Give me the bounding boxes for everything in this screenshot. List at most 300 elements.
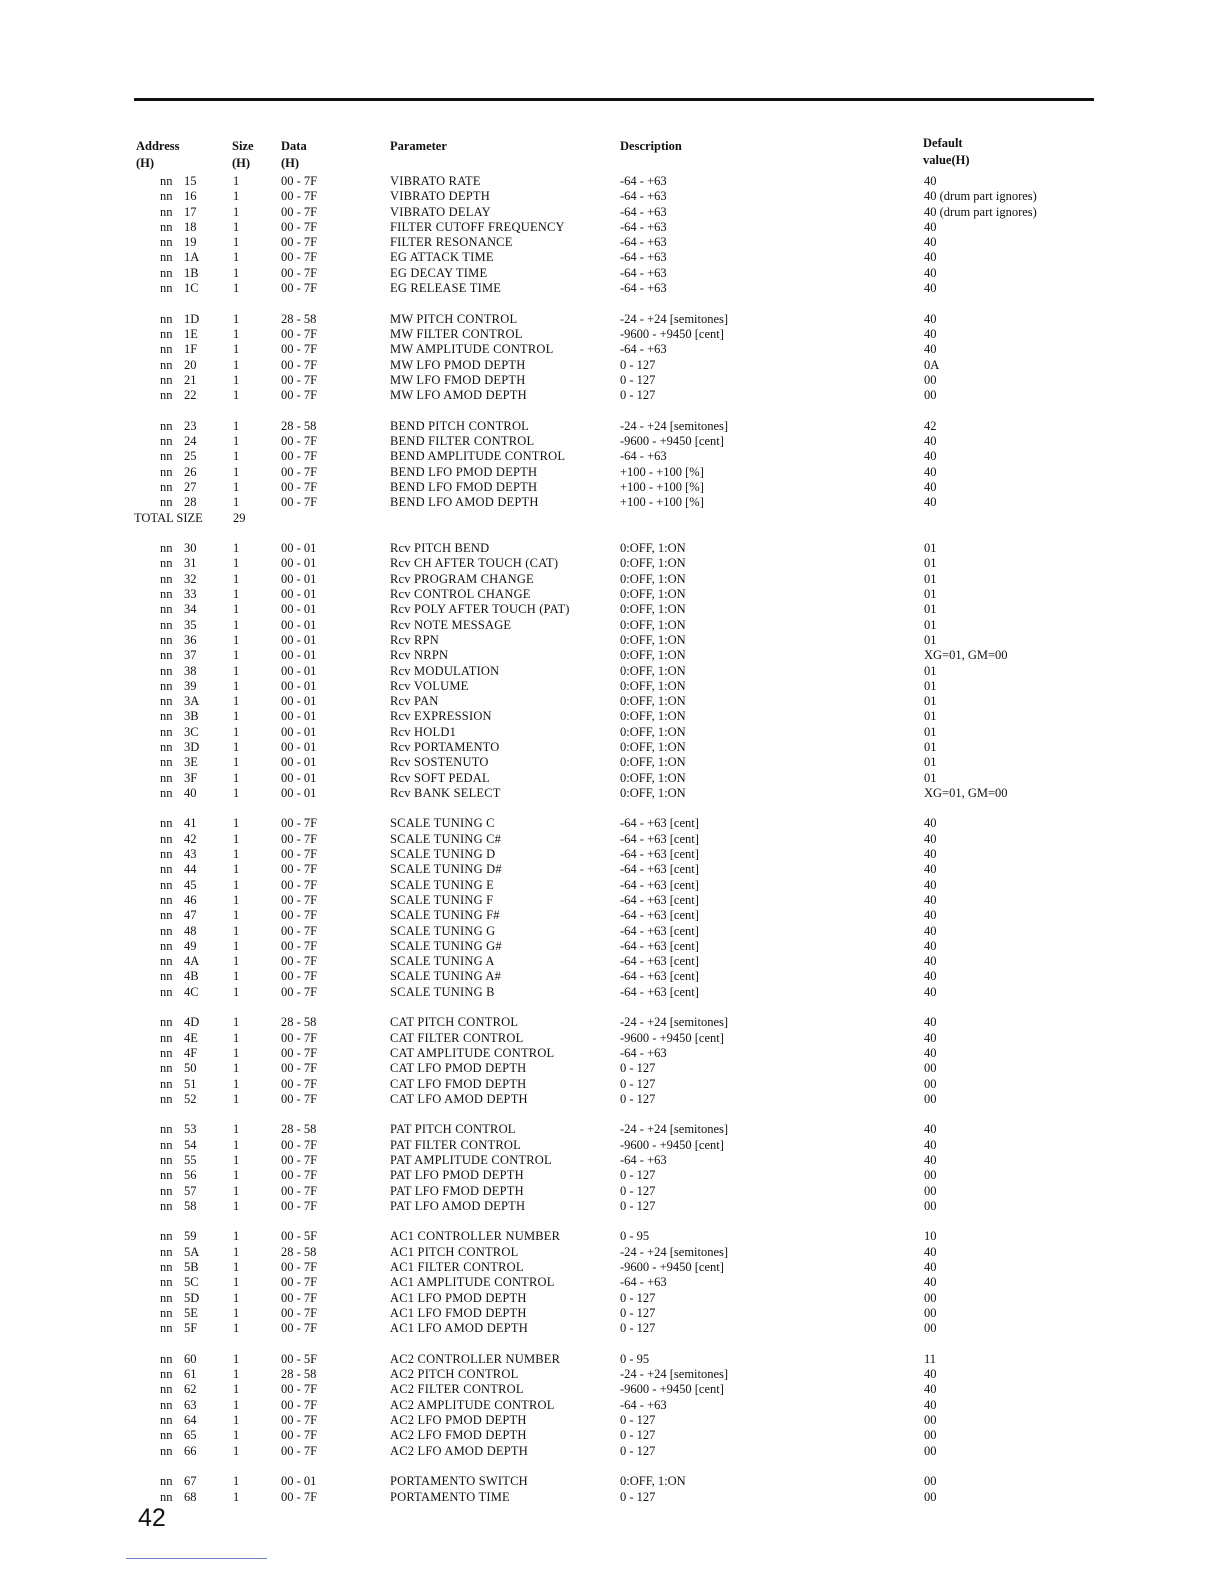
address-cell: 3F — [184, 770, 198, 785]
parameter-cell: SCALE TUNING F# — [390, 908, 500, 923]
total-size-row — [0, 511, 1224, 526]
address-prefix: nn — [160, 1015, 173, 1030]
parameter-cell: CAT LFO FMOD DEPTH — [390, 1076, 527, 1091]
table-row — [0, 602, 1224, 617]
default-value-cell: 40 — [924, 250, 937, 265]
size-cell: 1 — [233, 1275, 240, 1290]
default-value-cell: 01 — [924, 632, 937, 647]
parameter-cell: PAT LFO PMOD DEPTH — [390, 1168, 524, 1183]
description-cell: 0 - 127 — [620, 1413, 656, 1428]
data-range-cell: 00 - 7F — [281, 219, 318, 234]
description-cell: 0 - 127 — [620, 1183, 656, 1198]
address-cell: 1D — [184, 311, 200, 326]
default-value-cell: 42 — [924, 418, 937, 433]
address-cell: 4D — [184, 1015, 200, 1030]
default-value-cell: 40 — [924, 954, 937, 969]
address-cell: 31 — [184, 556, 197, 571]
address-prefix: nn — [160, 1305, 173, 1320]
size-cell: 1 — [233, 816, 240, 831]
table-row — [0, 1413, 1224, 1428]
address-cell: 32 — [184, 571, 197, 586]
default-value-cell: 40 — [924, 311, 937, 326]
address-cell: 5E — [184, 1305, 198, 1320]
default-value-cell: 00 — [924, 1443, 937, 1458]
parameter-cell: BEND LFO PMOD DEPTH — [390, 464, 538, 479]
data-range-cell: 00 - 7F — [281, 372, 318, 387]
size-cell: 1 — [233, 250, 240, 265]
table-row — [0, 755, 1224, 770]
address-prefix: nn — [160, 709, 173, 724]
parameter-cell: PORTAMENTO SWITCH — [390, 1474, 528, 1489]
size-cell: 1 — [233, 724, 240, 739]
data-range-cell: 00 - 7F — [281, 831, 318, 846]
address-cell: 19 — [184, 235, 197, 250]
parameter-cell: AC1 CONTROLLER NUMBER — [390, 1229, 561, 1244]
table-row — [0, 1428, 1224, 1443]
parameter-cell: SCALE TUNING G# — [390, 938, 502, 953]
parameter-cell: SCALE TUNING A# — [390, 969, 502, 984]
address-prefix: nn — [160, 479, 173, 494]
description-cell: -64 - +63 [cent] — [620, 908, 699, 923]
default-value-cell: 01 — [924, 694, 937, 709]
description-cell: -64 - +63 [cent] — [620, 923, 699, 938]
parameter-cell: Rcv MODULATION — [390, 663, 500, 678]
address-prefix: nn — [160, 984, 173, 999]
parameter-cell: AC2 AMPLITUDE CONTROL — [390, 1397, 555, 1412]
data-range-cell: 00 - 7F — [281, 357, 318, 372]
default-value-cell: 00 — [924, 1413, 937, 1428]
default-value-cell: 00 — [924, 1076, 937, 1091]
row-spacer — [0, 801, 1224, 816]
data-range-cell: 28 - 58 — [281, 418, 317, 433]
address-prefix: nn — [160, 1321, 173, 1336]
description-cell: -64 - +63 — [620, 342, 667, 357]
address-prefix: nn — [160, 388, 173, 403]
address-cell: 51 — [184, 1076, 197, 1091]
default-value-cell: 40 — [924, 938, 937, 953]
address-prefix: nn — [160, 174, 173, 188]
parameter-cell: CAT FILTER CONTROL — [390, 1030, 524, 1045]
data-range-cell: 00 - 7F — [281, 1397, 318, 1412]
address-cell: 18 — [184, 219, 197, 234]
data-range-cell: 00 - 7F — [281, 847, 318, 862]
default-value-cell: 40 — [924, 1260, 937, 1275]
row-spacer — [0, 1337, 1224, 1352]
address-prefix: nn — [160, 969, 173, 984]
data-range-cell: 00 - 7F — [281, 892, 318, 907]
data-range-cell: 28 - 58 — [281, 311, 317, 326]
address-prefix: nn — [160, 1137, 173, 1152]
description-cell: 0 - 127 — [620, 1321, 656, 1336]
parameter-cell: BEND FILTER CONTROL — [390, 434, 535, 449]
table-row — [0, 1138, 1224, 1153]
size-cell: 1 — [233, 617, 240, 632]
address-prefix: nn — [160, 1275, 173, 1290]
data-range-cell: 00 - 01 — [281, 678, 317, 693]
address-prefix: nn — [160, 326, 173, 341]
default-value-cell: 01 — [924, 556, 937, 571]
size-cell: 1 — [233, 495, 240, 510]
header-parameter-label: Parameter — [390, 139, 447, 153]
address-cell: 55 — [184, 1153, 197, 1167]
description-cell: -64 - +63 [cent] — [620, 862, 699, 877]
header-default-unit: value(H) — [923, 153, 970, 167]
default-value-cell: 40 — [924, 479, 937, 494]
description-cell: 0:OFF, 1:ON — [620, 678, 686, 693]
address-cell: 3D — [184, 739, 200, 754]
size-cell: 1 — [233, 342, 240, 357]
table-row — [0, 1321, 1224, 1336]
size-cell: 1 — [233, 632, 240, 647]
default-value-cell: 40 — [924, 464, 937, 479]
address-cell: 58 — [184, 1198, 197, 1213]
address-prefix: nn — [160, 755, 173, 770]
table-row — [0, 954, 1224, 969]
description-cell: 0:OFF, 1:ON — [620, 739, 686, 754]
data-range-cell: 00 - 7F — [281, 479, 318, 494]
address-cell: 22 — [184, 388, 197, 403]
description-cell: -64 - +63 [cent] — [620, 892, 699, 907]
size-cell: 1 — [233, 1260, 240, 1275]
default-value-cell: 40 — [924, 265, 937, 280]
address-prefix: nn — [160, 785, 173, 800]
table-row — [0, 939, 1224, 954]
address-prefix: nn — [160, 571, 173, 586]
default-value-cell: 40 (drum part ignores) — [924, 189, 1037, 204]
parameter-cell: AC2 CONTROLLER NUMBER — [390, 1351, 561, 1366]
size-cell: 1 — [233, 174, 240, 188]
description-cell: -64 - +63 — [620, 1153, 667, 1167]
header-size-unit: (H) — [232, 156, 251, 170]
default-value-cell: 40 — [924, 1367, 937, 1382]
header-description-label: Description — [620, 139, 682, 153]
data-range-cell: 00 - 7F — [281, 434, 318, 449]
address-cell: 4B — [184, 969, 199, 984]
size-cell: 1 — [233, 648, 240, 663]
address-prefix: nn — [160, 617, 173, 632]
default-value-cell: 40 — [924, 1045, 937, 1060]
address-cell: 36 — [184, 632, 197, 647]
parameter-cell: FILTER CUTOFF FREQUENCY — [390, 219, 565, 234]
default-value-cell: 00 — [924, 1183, 937, 1198]
parameter-cell: PAT AMPLITUDE CONTROL — [390, 1153, 552, 1167]
address-prefix: nn — [160, 1122, 173, 1137]
table-row — [0, 1275, 1224, 1290]
parameter-cell: Rcv SOFT PEDAL — [390, 770, 490, 785]
address-cell: 26 — [184, 464, 197, 479]
data-range-cell: 00 - 7F — [281, 204, 318, 219]
description-cell: 0 - 127 — [620, 372, 656, 387]
header-address-label: Address — [136, 139, 180, 153]
size-cell: 1 — [233, 1091, 240, 1106]
row-spacer — [0, 1000, 1224, 1015]
size-cell: 1 — [233, 1030, 240, 1045]
data-range-cell: 00 - 7F — [281, 449, 318, 464]
table-row — [0, 556, 1224, 571]
description-cell: -9600 - +9450 [cent] — [620, 434, 724, 449]
table-row — [0, 786, 1224, 801]
address-cell: 52 — [184, 1091, 197, 1106]
address-prefix: nn — [160, 250, 173, 265]
address-prefix: nn — [160, 1030, 173, 1045]
address-cell: 54 — [184, 1137, 197, 1152]
data-range-cell: 00 - 01 — [281, 632, 317, 647]
parameter-cell: AC2 LFO FMOD DEPTH — [390, 1428, 527, 1443]
table-row — [0, 893, 1224, 908]
size-cell: 1 — [233, 1367, 240, 1382]
address-cell: 46 — [184, 892, 197, 907]
data-range-cell: 00 - 7F — [281, 235, 318, 250]
parameter-cell: AC1 FILTER CONTROL — [390, 1260, 524, 1275]
table-row — [0, 189, 1224, 204]
address-prefix: nn — [160, 831, 173, 846]
size-cell: 1 — [233, 189, 240, 204]
address-prefix: nn — [160, 923, 173, 938]
description-cell: 0:OFF, 1:ON — [620, 571, 686, 586]
description-cell: 0 - 127 — [620, 1076, 656, 1091]
parameter-cell: CAT LFO AMOD DEPTH — [390, 1091, 528, 1106]
data-range-cell: 00 - 01 — [281, 785, 317, 800]
default-value-cell: 40 — [924, 923, 937, 938]
size-cell: 1 — [233, 1474, 240, 1489]
description-cell: -24 - +24 [semitones] — [620, 1122, 729, 1137]
table-row — [0, 679, 1224, 694]
header-size-label: Size — [232, 139, 254, 153]
size-cell: 1 — [233, 464, 240, 479]
header-size — [232, 138, 254, 172]
description-cell: +100 - +100 [%] — [620, 495, 704, 510]
address-cell: 33 — [184, 587, 197, 602]
address-cell: 27 — [184, 479, 197, 494]
description-cell: -64 - +63 — [620, 1045, 667, 1060]
table-row — [0, 1229, 1224, 1244]
data-range-cell: 00 - 7F — [281, 1382, 318, 1397]
size-cell: 1 — [233, 1153, 240, 1167]
address-cell: 30 — [184, 541, 197, 556]
size-cell: 1 — [233, 831, 240, 846]
description-cell: -9600 - +9450 [cent] — [620, 326, 724, 341]
description-cell: 0 - 127 — [620, 1091, 656, 1106]
data-range-cell: 00 - 7F — [281, 1275, 318, 1290]
default-value-cell: 40 — [924, 219, 937, 234]
description-cell: -64 - +63 [cent] — [620, 847, 699, 862]
description-cell: -24 - +24 [semitones] — [620, 1244, 729, 1259]
default-value-cell: 01 — [924, 587, 937, 602]
row-spacer — [0, 1107, 1224, 1122]
default-value-cell: 40 — [924, 877, 937, 892]
size-cell: 1 — [233, 357, 240, 372]
address-prefix: nn — [160, 1198, 173, 1213]
size-cell: 1 — [233, 1137, 240, 1152]
address-prefix: nn — [160, 357, 173, 372]
parameter-cell: Rcv HOLD1 — [390, 724, 457, 739]
description-cell: 0 - 127 — [620, 1443, 656, 1458]
parameter-cell: AC2 LFO AMOD DEPTH — [390, 1443, 528, 1458]
table-row — [0, 1474, 1224, 1489]
size-cell: 1 — [233, 479, 240, 494]
data-range-cell: 00 - 7F — [281, 1428, 318, 1443]
data-range-cell: 00 - 7F — [281, 816, 318, 831]
parameter-cell: BEND LFO AMOD DEPTH — [390, 495, 539, 510]
data-range-cell: 00 - 7F — [281, 1091, 318, 1106]
table-row — [0, 281, 1224, 296]
address-cell: 21 — [184, 372, 197, 387]
default-value-cell: 00 — [924, 1290, 937, 1305]
default-value-cell: 40 — [924, 174, 937, 188]
default-value-cell: 40 — [924, 862, 937, 877]
parameter-cell: MW PITCH CONTROL — [390, 311, 518, 326]
table-row — [0, 969, 1224, 984]
default-value-cell: 01 — [924, 541, 937, 556]
address-cell: 3A — [184, 694, 200, 709]
table-row — [0, 1077, 1224, 1092]
description-cell: -64 - +63 — [620, 1275, 667, 1290]
address-cell: 48 — [184, 923, 197, 938]
data-range-cell: 00 - 7F — [281, 938, 318, 953]
description-cell: +100 - +100 [%] — [620, 479, 704, 494]
table-row — [0, 1367, 1224, 1382]
size-cell: 1 — [233, 862, 240, 877]
data-range-cell: 00 - 7F — [281, 1030, 318, 1045]
description-cell: -64 - +63 [cent] — [620, 954, 699, 969]
address-prefix: nn — [160, 1413, 173, 1428]
size-cell: 1 — [233, 372, 240, 387]
address-cell: 66 — [184, 1443, 197, 1458]
parameter-cell: SCALE TUNING A — [390, 954, 495, 969]
data-range-cell: 00 - 7F — [281, 923, 318, 938]
size-cell: 1 — [233, 388, 240, 403]
parameter-cell: Rcv CH AFTER TOUCH (CAT) — [390, 556, 559, 571]
size-cell: 1 — [233, 1198, 240, 1213]
table-row — [0, 985, 1224, 1000]
address-cell: 5C — [184, 1275, 199, 1290]
address-prefix: nn — [160, 1474, 173, 1489]
description-cell: -9600 - +9450 [cent] — [620, 1382, 724, 1397]
address-prefix: nn — [160, 204, 173, 219]
total-size-value: 29 — [233, 510, 246, 525]
default-value-cell: 00 — [924, 1489, 937, 1504]
table-row — [0, 174, 1224, 189]
parameter-cell: SCALE TUNING F — [390, 892, 494, 907]
header-data — [281, 138, 307, 172]
address-cell: 1E — [184, 326, 198, 341]
description-cell: 0:OFF, 1:ON — [620, 663, 686, 678]
parameter-cell: Rcv PROGRAM CHANGE — [390, 571, 534, 586]
size-cell: 1 — [233, 1428, 240, 1443]
default-value-cell: 40 — [924, 326, 937, 341]
description-cell: 0 - 95 — [620, 1351, 650, 1366]
size-cell: 1 — [233, 892, 240, 907]
default-value-cell: 0A — [924, 357, 940, 372]
description-cell: -64 - +63 [cent] — [620, 969, 699, 984]
address-cell: 3C — [184, 724, 199, 739]
data-range-cell: 00 - 7F — [281, 265, 318, 280]
size-cell: 1 — [233, 694, 240, 709]
parameter-cell: SCALE TUNING D# — [390, 862, 502, 877]
address-cell: 62 — [184, 1382, 197, 1397]
default-value-cell: 01 — [924, 755, 937, 770]
data-range-cell: 00 - 7F — [281, 1413, 318, 1428]
address-cell: 64 — [184, 1413, 197, 1428]
size-cell: 1 — [233, 954, 240, 969]
data-range-cell: 00 - 7F — [281, 877, 318, 892]
parameter-cell: AC2 FILTER CONTROL — [390, 1382, 524, 1397]
table-row — [0, 388, 1224, 403]
data-range-cell: 28 - 58 — [281, 1122, 317, 1137]
default-value-cell: XG=01, GM=00 — [924, 785, 1008, 800]
header-data-unit: (H) — [281, 156, 300, 170]
table-row — [0, 1490, 1224, 1505]
data-range-cell: 00 - 01 — [281, 602, 317, 617]
description-cell: -9600 - +9450 [cent] — [620, 1137, 724, 1152]
size-cell: 1 — [233, 235, 240, 250]
address-prefix: nn — [160, 1428, 173, 1443]
size-cell: 1 — [233, 923, 240, 938]
table-row — [0, 1260, 1224, 1275]
data-range-cell: 00 - 7F — [281, 495, 318, 510]
address-prefix: nn — [160, 862, 173, 877]
size-cell: 1 — [233, 1076, 240, 1091]
size-cell: 1 — [233, 1321, 240, 1336]
default-value-cell: 40 — [924, 1015, 937, 1030]
address-prefix: nn — [160, 372, 173, 387]
row-spacer — [0, 296, 1224, 311]
address-cell: 67 — [184, 1474, 197, 1489]
address-cell: 4A — [184, 954, 200, 969]
data-range-cell: 00 - 7F — [281, 1183, 318, 1198]
address-cell: 53 — [184, 1122, 197, 1137]
address-cell: 63 — [184, 1397, 197, 1412]
default-value-cell: 11 — [924, 1351, 937, 1366]
table-row — [0, 266, 1224, 281]
table-row — [0, 1291, 1224, 1306]
description-cell: 0:OFF, 1:ON — [620, 556, 686, 571]
data-range-cell: 00 - 01 — [281, 1474, 317, 1489]
table-row — [0, 771, 1224, 786]
data-range-cell: 00 - 01 — [281, 770, 317, 785]
data-range-cell: 00 - 01 — [281, 709, 317, 724]
description-cell: -24 - +24 [semitones] — [620, 418, 729, 433]
address-cell: 3E — [184, 755, 198, 770]
size-cell: 1 — [233, 587, 240, 602]
size-cell: 1 — [233, 678, 240, 693]
address-cell: 24 — [184, 434, 197, 449]
address-cell: 5A — [184, 1244, 200, 1259]
address-prefix: nn — [160, 1091, 173, 1106]
data-range-cell: 00 - 7F — [281, 1305, 318, 1320]
size-cell: 1 — [233, 1183, 240, 1198]
parameter-cell: AC2 PITCH CONTROL — [390, 1367, 519, 1382]
address-prefix: nn — [160, 235, 173, 250]
data-range-cell: 00 - 01 — [281, 617, 317, 632]
parameter-table — [0, 174, 1224, 1505]
size-cell: 1 — [233, 311, 240, 326]
table-row — [0, 1061, 1224, 1076]
table-row — [0, 1168, 1224, 1183]
default-value-cell: 00 — [924, 372, 937, 387]
parameter-cell: SCALE TUNING E — [390, 877, 494, 892]
address-cell: 25 — [184, 449, 197, 464]
description-cell: 0 - 95 — [620, 1229, 650, 1244]
table-row — [0, 862, 1224, 877]
address-cell: 5B — [184, 1260, 199, 1275]
data-range-cell: 00 - 5F — [281, 1229, 318, 1244]
table-row — [0, 633, 1224, 648]
table-row — [0, 480, 1224, 495]
table-row — [0, 618, 1224, 633]
table-row — [0, 1382, 1224, 1397]
parameter-cell: Rcv SOSTENUTO — [390, 755, 489, 770]
